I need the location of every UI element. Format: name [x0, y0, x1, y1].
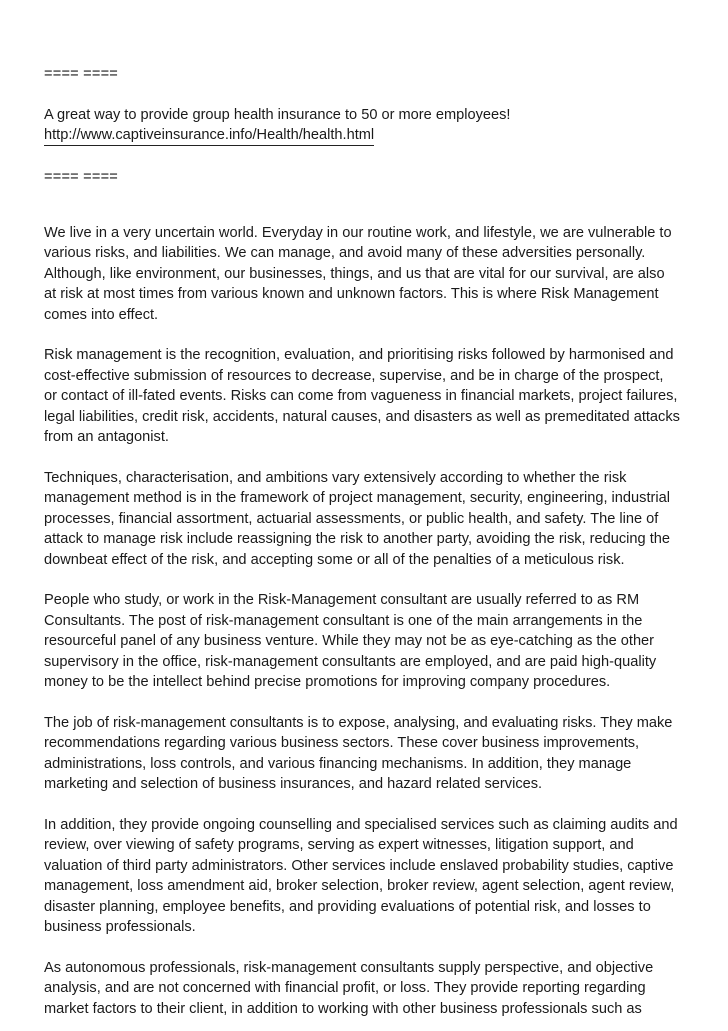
- paragraph-line: management, loss amendment aid, broker selection, broker review, agent selection, agent review,: [44, 878, 675, 894]
- paragraph-line: valuation of third party administrators. Other services include enslaved probability studies, captive: [44, 857, 674, 874]
- article-body: [44, 223, 692, 1020]
- spacer: [44, 795, 692, 815]
- paragraph-line: As autonomous professionals, risk-management consultants supply perspective, and objective: [44, 959, 654, 976]
- paragraph-line: administrations, loss controls, and various financing mechanisms. In addition, they manage: [44, 755, 632, 772]
- spacer: [44, 325, 692, 345]
- paragraph-line: processes, financial assortment, actuarial assessments, or public health, and safety. The line of: [44, 510, 659, 527]
- document-page: [44, 64, 692, 1019]
- paragraph-line: In addition, they provide ongoing counselling and specialised services such as claiming audits and: [44, 816, 678, 833]
- spacer: [44, 188, 692, 223]
- paragraph-line: cost-effective submission of resources to decrease, supervise, and be in charge of the prospect,: [44, 367, 664, 384]
- paragraph-line: The job of risk-management consultants is to expose, analysing, and evaluating risks. They make: [44, 714, 673, 731]
- paragraph-line: We live in a very uncertain world. Everyday in our routine work, and lifestyle, we are vulnerable to: [44, 224, 672, 241]
- paragraph-line: business professionals.: [44, 919, 196, 935]
- paragraph: [44, 815, 692, 938]
- separator-bottom: ==== ====: [44, 169, 119, 185]
- paragraph: [44, 713, 692, 795]
- paragraph-line: Consultants. The post of risk-management consultant is one of the main arrangements in the: [44, 612, 643, 629]
- paragraph-line: various risks, and liabilities. We can manage, and avoid many of these adversities personally.: [44, 245, 646, 261]
- paragraph-line: People who study, or work in the Risk-Management consultant are usually referred to as RM: [44, 592, 640, 608]
- paragraph-line: market factors to their client, in addition to working with other business professionals such as: [44, 1000, 642, 1017]
- spacer: [44, 693, 692, 713]
- paragraph-line: supervisory in the office, risk-management consultants are employed, and are paid high-quality: [44, 653, 657, 670]
- separator-top: ==== ====: [44, 66, 119, 82]
- paragraph-line: analysis, and are not concerned with financial profit, or loss. They provide reporting regarding: [44, 980, 646, 996]
- paragraph: [44, 468, 692, 571]
- paragraph-line: marketing and selection of business insurances, and hazard related services.: [44, 776, 543, 792]
- paragraph-line: Risk management is the recognition, evaluation, and prioritising risks followed by harmonised and: [44, 347, 674, 363]
- paragraph: [44, 223, 692, 326]
- paragraph-line: money to be the intellect behind precise promotions for improving company procedures.: [44, 674, 611, 690]
- paragraph-line: resourceful panel of any business venture. While they may not be as eye-catching as the other: [44, 633, 655, 649]
- paragraph-line: attack to manage risk include reassigning the risk to another party, avoiding the risk, reducing the: [44, 531, 670, 547]
- paragraph-line: downbeat effect of the risk, and accepting some or all of the penalties of a meticulous risk.: [44, 551, 625, 568]
- spacer: [44, 938, 692, 958]
- paragraph-line: Although, like environment, our businesses, things, and us that are vital for our survival, are also: [44, 265, 665, 282]
- paragraph-line: legal liabilities, credit risk, accidents, natural causes, and disasters as well as premeditated attacks: [44, 408, 680, 425]
- spacer: [44, 85, 692, 105]
- spacer: [44, 146, 692, 167]
- paragraph: [44, 590, 692, 693]
- paragraph-line: at risk at most times from various known and unknown factors. This is where Risk Management: [44, 286, 659, 302]
- paragraph-line: comes into effect.: [44, 306, 159, 323]
- spacer: [44, 448, 692, 468]
- paragraph-line: management method is in the framework of project management, security, engineering, industrial: [44, 490, 670, 506]
- spacer: [44, 570, 692, 590]
- paragraph-line: or contact of ill-fated events. Risks can come from vagueness in financial markets, project failures,: [44, 388, 678, 404]
- intro-text: A great way to provide group health insurance to 50 or more employees!: [44, 106, 511, 123]
- paragraph-line: Techniques, characterisation, and ambitions vary extensively according to whether the risk: [44, 469, 627, 486]
- paragraph-line: recommendations regarding various business sectors. These cover business improvements,: [44, 735, 640, 751]
- paragraph: [44, 345, 692, 448]
- intro-link[interactable]: http://www.captiveinsurance.info/Health/health.html: [44, 126, 374, 146]
- paragraph: [44, 958, 692, 1020]
- paragraph-line: review, over viewing of safety programs, serving as expert witnesses, litigation support, and: [44, 837, 634, 853]
- paragraph-line: disaster planning, employee benefits, and providing evaluations of potential risk, and losses to: [44, 898, 651, 915]
- paragraph-line: from an antagonist.: [44, 429, 169, 445]
